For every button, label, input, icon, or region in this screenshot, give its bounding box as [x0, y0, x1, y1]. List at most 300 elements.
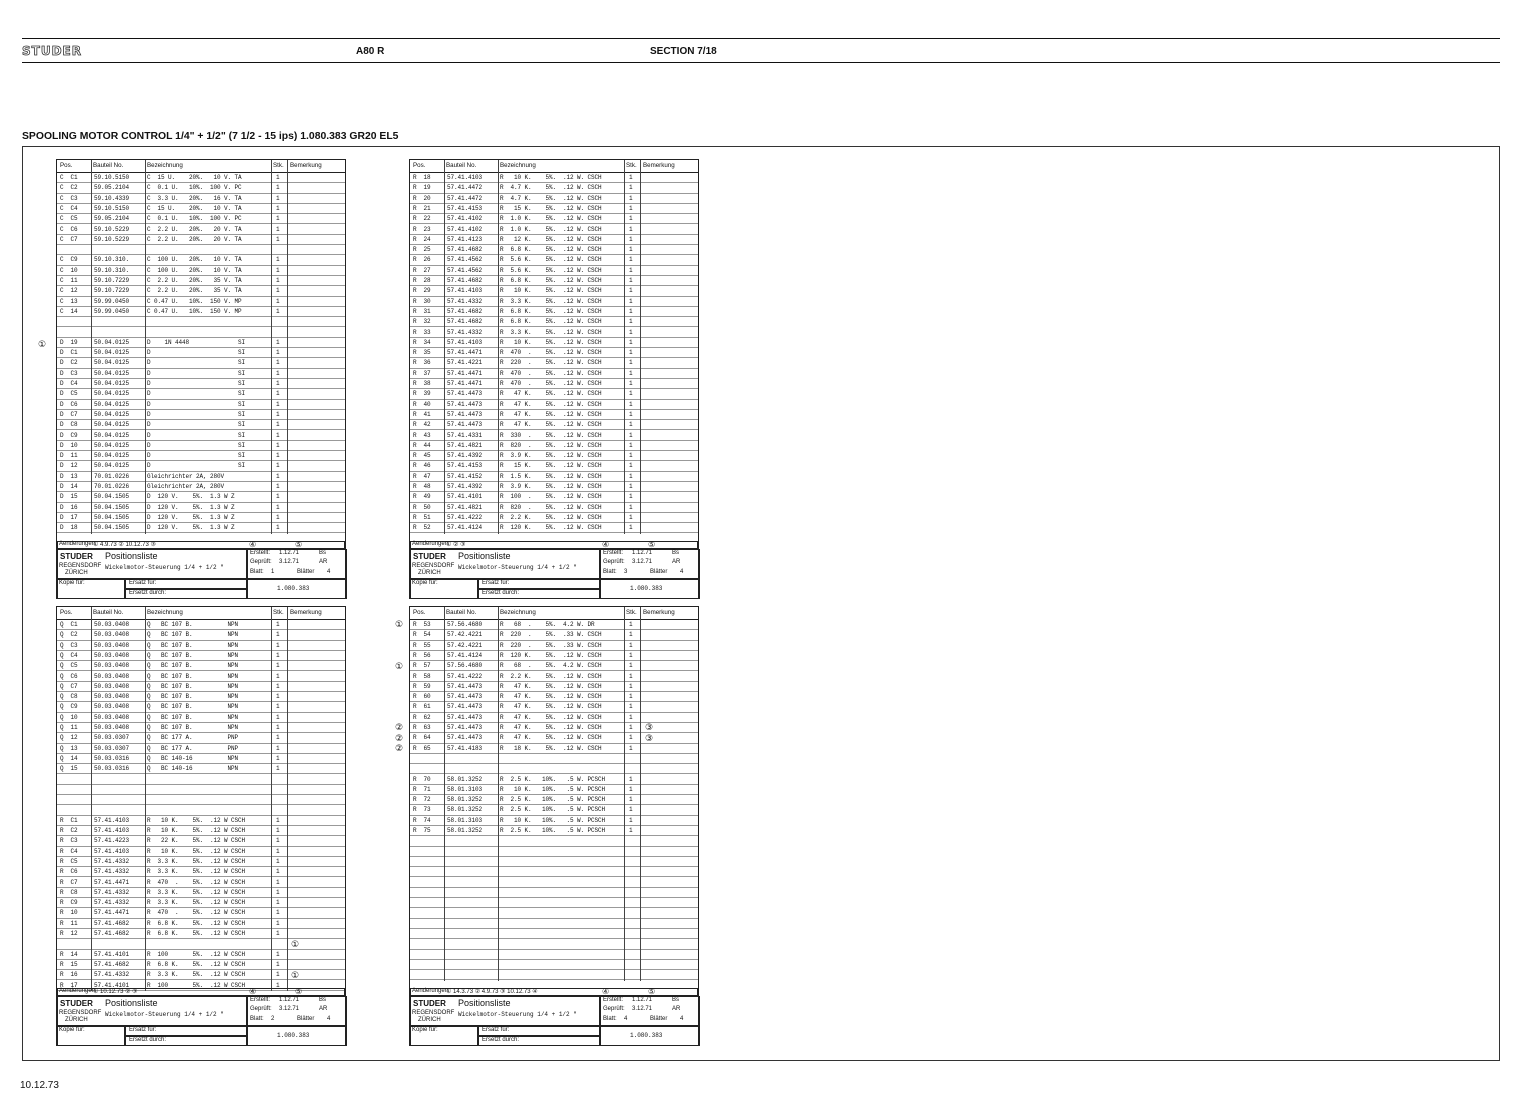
pos-cell: R 61 — [413, 703, 431, 711]
bauteil-cell: 50.04.0125 — [94, 421, 130, 429]
table-row — [57, 482, 345, 492]
table-row — [57, 358, 345, 368]
pos-cell: R C5 — [60, 857, 78, 865]
col-stk: Stk. — [273, 162, 284, 169]
table-row — [410, 358, 698, 368]
erstellt-date: 1.12.71 — [632, 997, 653, 1003]
bauteil-cell: 57.41.4124 — [447, 651, 483, 659]
pos-cell: Q 13 — [60, 744, 78, 752]
table-row — [410, 255, 698, 265]
table-row — [410, 266, 698, 276]
stk-cell: 1 — [629, 359, 633, 367]
table-row — [57, 939, 345, 949]
pos-cell: R 17 — [60, 981, 78, 989]
ersetzt-durch-label: Ersetzt durch: — [482, 590, 520, 596]
stk-cell: 1 — [276, 369, 280, 377]
table-row — [57, 183, 345, 193]
stk-cell: 1 — [276, 472, 280, 480]
stk-cell: 1 — [629, 174, 633, 181]
table-row — [410, 641, 698, 651]
studer-brand: STUDER — [413, 552, 446, 561]
table-row — [57, 461, 345, 471]
erstellt-initials: Bs — [672, 550, 680, 556]
bezeichnung-cell: Q BC 107 B. NPN — [147, 641, 239, 649]
stk-cell: 1 — [629, 672, 633, 680]
blaetter-label: Blätter — [650, 1016, 668, 1022]
pos-cell: R 44 — [413, 441, 431, 449]
bauteil-cell: 57.41.4471 — [447, 369, 483, 377]
pos-cell: R 51 — [413, 513, 431, 521]
table-row — [410, 204, 698, 214]
title-block — [410, 541, 698, 599]
pos-cell: C C1 — [60, 174, 78, 181]
table-row — [410, 672, 698, 682]
table-row — [57, 744, 345, 754]
pos-cell: Q 14 — [60, 754, 78, 762]
bauteil-cell: 57.41.4123 — [447, 235, 483, 243]
bauteil-cell: 57.56.4680 — [447, 621, 483, 628]
bauteil-cell: 50.03.0408 — [94, 724, 130, 731]
ersetzt-durch-label: Ersetzt durch: — [482, 1037, 520, 1043]
bauteil-cell: 50.04.1505 — [94, 524, 130, 532]
table-row — [57, 214, 345, 224]
stk-cell: 1 — [629, 369, 633, 377]
change-5: ⑤ — [648, 540, 656, 549]
table-row — [410, 173, 698, 183]
table-row — [410, 970, 698, 980]
pos-cell: C C9 — [60, 256, 78, 264]
assembly-desc: Wickelmotor-Steuerung 1/4 + 1/2 " — [105, 1011, 224, 1018]
bezeichnung-cell: R 68 . 5%. 4.2 W. DR — [500, 621, 595, 628]
erstellt-date: 1.12.71 — [279, 550, 300, 556]
bezeichnung-cell: Q BC 107 B. NPN — [147, 631, 239, 639]
bezeichnung-cell: R 330 . 5%. .12 W. CSCH — [500, 431, 602, 439]
bauteil-cell: 57.41.4103 — [94, 816, 130, 824]
bezeichnung-cell: R 10 K. 5%. .12 W CSCH — [147, 827, 246, 834]
stk-cell: 1 — [629, 215, 633, 223]
table-row — [410, 194, 698, 204]
stk-cell: 1 — [629, 827, 633, 834]
stk-cell: 1 — [276, 703, 280, 711]
table-row — [410, 908, 698, 918]
bezeichnung-cell: R 6.8 K. 5%. .12 W CSCH — [147, 960, 246, 968]
bezeichnung-cell: R 1.0 K. 5%. .12 W. CSCH — [500, 225, 602, 233]
pos-cell: R 14 — [60, 950, 78, 958]
table-row — [410, 960, 698, 970]
table-row — [410, 225, 698, 235]
stk-cell: 1 — [629, 297, 633, 305]
stk-cell: 1 — [276, 765, 280, 773]
bezeichnung-cell: Q BC 177 A. PNP — [147, 744, 239, 752]
table-row — [410, 713, 698, 723]
geprueft-label: Geprüft: — [250, 1006, 272, 1012]
stk-cell: 1 — [629, 246, 633, 254]
bezeichnung-cell: C 2.2 U. 20%. 35 V. TA — [147, 287, 242, 295]
bauteil-cell: 57.41.4221 — [447, 359, 483, 367]
stk-cell: 1 — [629, 421, 633, 429]
stk-cell: 1 — [629, 724, 633, 731]
bezeichnung-cell: Q BC 107 B. NPN — [147, 621, 239, 628]
studer-brand: STUDER — [60, 999, 93, 1008]
stk-cell: 1 — [276, 857, 280, 865]
bauteil-cell: 57.41.4473 — [447, 713, 483, 721]
kopie-label: Kopie für: — [59, 580, 85, 586]
col-bemerkung: Bemerkung — [290, 162, 322, 169]
table-row — [410, 461, 698, 471]
studer-brand: STUDER — [413, 999, 446, 1008]
stk-cell: 1 — [276, 452, 280, 460]
bezeichnung-cell: R 120 K. 5%. .12 W. CSCH — [500, 524, 602, 532]
bauteil-cell: 50.04.0125 — [94, 410, 130, 418]
bezeichnung-cell: R 100 5%. .12 W CSCH — [147, 981, 246, 989]
table-row — [57, 235, 345, 245]
blatt-label: Blatt: — [603, 1016, 617, 1022]
bezeichnung-cell: R 120 K. 5%. .12 W. CSCH — [500, 651, 602, 659]
document-number: 1.080.383 — [630, 1032, 663, 1039]
stk-cell: 1 — [629, 338, 633, 346]
table-row — [410, 400, 698, 410]
table-row — [57, 348, 345, 358]
bauteil-cell: 50.03.0408 — [94, 713, 130, 721]
bezeichnung-cell: Q BC 107 B. NPN — [147, 651, 239, 659]
bezeichnung-cell: R 6.8 K. 5%. .12 W. CSCH — [500, 318, 602, 326]
table-row — [410, 867, 698, 877]
pos-cell: D 10 — [60, 441, 78, 449]
erstellt-initials: Bs — [319, 550, 327, 556]
stk-cell: 1 — [276, 184, 280, 192]
bezeichnung-cell: D 1N 4448 SI — [147, 338, 246, 346]
erstellt-date: 1.12.71 — [632, 550, 653, 556]
pos-cell: C 10 — [60, 266, 78, 274]
col-bemerkung: Bemerkung — [290, 609, 322, 616]
table-row — [57, 908, 345, 918]
bauteil-cell: 58.01.3252 — [447, 796, 483, 804]
stk-cell: 1 — [276, 400, 280, 408]
city-1: REGENSDORF — [412, 563, 455, 569]
pos-cell: D C8 — [60, 421, 78, 429]
geprueft-date: 3.12.71 — [632, 559, 653, 565]
bauteil-cell: 57.41.4682 — [94, 960, 130, 968]
table-row — [57, 641, 345, 651]
bezeichnung-cell: C 100 U. 20%. 10 V. TA — [147, 266, 242, 274]
table-row — [57, 929, 345, 939]
stk-cell: 1 — [629, 441, 633, 449]
stk-cell: 1 — [629, 400, 633, 408]
bauteil-cell: 57.41.4392 — [447, 452, 483, 460]
stk-cell: 1 — [629, 462, 633, 470]
bezeichnung-cell: R 68 . 5%. 4.2 W. CSCH — [500, 662, 602, 670]
table-row — [57, 194, 345, 204]
table-row — [410, 805, 698, 815]
pos-cell: D C4 — [60, 380, 78, 387]
pos-cell: R 52 — [413, 524, 431, 532]
pos-cell: R C7 — [60, 878, 78, 886]
bezeichnung-cell: Q BC 140-16 NPN — [147, 754, 239, 762]
stk-cell: 1 — [276, 493, 280, 501]
stk-cell: 1 — [629, 287, 633, 295]
bezeichnung-cell: D 120 V. 5%. 1.3 W Z — [147, 493, 235, 501]
bauteil-cell: 57.41.4153 — [447, 462, 483, 470]
assembly-desc: Wickelmotor-Steuerung 1/4 + 1/2 " — [458, 1011, 577, 1018]
stk-cell: 1 — [276, 277, 280, 284]
table-row — [410, 723, 698, 733]
ersetzt-durch-label: Ersetzt durch: — [129, 1037, 167, 1043]
bauteil-cell: 57.41.4103 — [94, 827, 130, 834]
bauteil-cell: 50.04.0125 — [94, 338, 130, 346]
pos-cell: R 43 — [413, 431, 431, 439]
ersetzt-durch-label: Ersetzt durch: — [129, 590, 167, 596]
document-number: 1.080.383 — [277, 1032, 310, 1039]
stk-cell: 1 — [276, 287, 280, 295]
table-row — [410, 276, 698, 286]
blatt-number: 3 — [624, 569, 628, 575]
stk-cell: 1 — [276, 754, 280, 762]
pos-cell: C C5 — [60, 215, 78, 223]
col-pos: Pos. — [60, 162, 73, 169]
stk-cell: 1 — [629, 483, 633, 490]
pos-cell: R 11 — [60, 919, 78, 927]
bezeichnung-cell: Gleichrichter 2A, 280V — [147, 483, 225, 490]
pos-cell: R 55 — [413, 641, 431, 649]
table-row — [57, 816, 345, 826]
table-row — [57, 692, 345, 702]
pos-cell: Q C8 — [60, 693, 78, 701]
bezeichnung-cell: R 220 . 5%. .33 W. CSCH — [500, 631, 602, 639]
table-row — [410, 651, 698, 661]
stk-cell: 1 — [629, 713, 633, 721]
pos-cell: R 73 — [413, 806, 431, 814]
pos-cell: Q C2 — [60, 631, 78, 639]
bauteil-cell: 57.41.4473 — [447, 682, 483, 690]
stk-cell: 1 — [276, 431, 280, 439]
stk-cell: 1 — [629, 503, 633, 511]
pos-cell: R 75 — [413, 827, 431, 834]
bauteil-cell: 50.04.1505 — [94, 493, 130, 501]
bauteil-cell: 57.41.4102 — [447, 215, 483, 223]
bezeichnung-cell: D SI — [147, 369, 246, 377]
table-row — [57, 805, 345, 815]
bezeichnung-cell: R 6.8 K. 5%. .12 W CSCH — [147, 919, 246, 927]
table-row — [57, 672, 345, 682]
table-row — [410, 307, 698, 317]
stk-cell: 1 — [276, 662, 280, 670]
stk-cell: 1 — [276, 672, 280, 680]
pos-cell: R 23 — [413, 225, 431, 233]
remark-mark: ③ — [645, 734, 654, 744]
bezeichnung-cell: R 47 K. 5%. .12 W. CSCH — [500, 734, 602, 742]
column-rule — [287, 160, 288, 534]
aenderungen-label: Aenderungen — [59, 541, 96, 547]
stk-cell: 1 — [629, 493, 633, 501]
table-row — [410, 702, 698, 712]
bezeichnung-cell: R 47 K. 5%. .12 W. CSCH — [500, 693, 602, 701]
bezeichnung-cell: D SI — [147, 421, 246, 429]
stk-cell: 1 — [276, 307, 280, 315]
bauteil-cell: 57.41.4103 — [447, 338, 483, 346]
bauteil-cell: 70.01.0226 — [94, 483, 130, 490]
bezeichnung-cell: R 3.9 K. 5%. .12 W. CSCH — [500, 452, 602, 460]
stk-cell: 1 — [629, 380, 633, 387]
table-row — [410, 369, 698, 379]
column-rule — [624, 607, 625, 981]
bezeichnung-cell: Q BC 107 B. NPN — [147, 662, 239, 670]
bezeichnung-cell: D 120 V. 5%. 1.3 W Z — [147, 513, 235, 521]
table-header — [57, 160, 345, 173]
pos-cell: R 31 — [413, 307, 431, 315]
stk-cell: 1 — [276, 868, 280, 876]
stk-cell: 1 — [276, 225, 280, 233]
bauteil-cell: 59.10.5229 — [94, 225, 130, 233]
table-row — [57, 878, 345, 888]
stk-cell: 1 — [629, 703, 633, 711]
table-row — [410, 183, 698, 193]
bezeichnung-cell: R 1.5 K. 5%. .12 W. CSCH — [500, 472, 602, 480]
table-row — [57, 410, 345, 420]
table-header — [410, 160, 698, 173]
table-header — [410, 607, 698, 620]
pos-cell: R 34 — [413, 338, 431, 346]
bezeichnung-cell: R 6.8 K. 5%. .12 W CSCH — [147, 930, 246, 937]
bauteil-cell: 59.10.7229 — [94, 287, 130, 295]
pos-cell: R 37 — [413, 369, 431, 377]
table-row — [57, 867, 345, 877]
blatt-label: Blatt: — [250, 1016, 264, 1022]
bauteil-cell: 50.03.0408 — [94, 703, 130, 711]
bauteil-cell: 57.41.4101 — [94, 981, 130, 989]
pos-cell: R 25 — [413, 246, 431, 254]
bezeichnung-cell: R 4.7 K. 5%. .12 W. CSCH — [500, 184, 602, 192]
bezeichnung-cell: C 0.47 U. 10%. 150 V. MP — [147, 297, 242, 305]
parts-sheet-3 — [409, 159, 699, 599]
bauteil-cell: 59.05.2104 — [94, 215, 130, 223]
section-label: SECTION 7/18 — [650, 46, 717, 57]
table-row — [57, 919, 345, 929]
pos-cell: C 12 — [60, 287, 78, 295]
bauteil-cell: 57.41.4562 — [447, 266, 483, 274]
stk-cell: 1 — [629, 682, 633, 690]
pos-cell: R 70 — [413, 775, 431, 783]
bezeichnung-cell: C 3.3 U. 20%. 16 V. TA — [147, 194, 242, 202]
table-header — [57, 607, 345, 620]
col-stk: Stk. — [273, 609, 284, 616]
table-row — [57, 472, 345, 482]
blatt-label: Blatt: — [603, 569, 617, 575]
table-row — [57, 369, 345, 379]
bezeichnung-cell: Q BC 107 B. NPN — [147, 693, 239, 701]
page-date: 10.12.73 — [20, 1080, 59, 1091]
table-row — [57, 775, 345, 785]
change-5: ⑤ — [295, 540, 303, 549]
aenderungen-label: Aenderungen — [412, 988, 449, 994]
pos-cell: Q C6 — [60, 672, 78, 680]
bauteil-cell: 57.41.4682 — [447, 246, 483, 254]
bauteil-cell: 50.04.0125 — [94, 369, 130, 377]
table-row — [410, 754, 698, 764]
bauteil-cell: 50.04.1505 — [94, 513, 130, 521]
bauteil-cell: 57.41.4821 — [447, 441, 483, 449]
table-row — [57, 898, 345, 908]
stk-cell: 1 — [276, 410, 280, 418]
bauteil-cell: 50.04.0125 — [94, 390, 130, 398]
change-list: ① 10.12.73 ② ③ — [93, 989, 138, 995]
bezeichnung-cell: Q BC 107 B. NPN — [147, 682, 239, 690]
bauteil-cell: 57.41.4223 — [94, 837, 130, 845]
table-row — [410, 878, 698, 888]
bezeichnung-cell: R 2.5 K. 10%. .5 W. PCSCH — [500, 827, 606, 834]
pos-cell: R 19 — [413, 184, 431, 192]
bezeichnung-cell: Q BC 140-16 NPN — [147, 765, 239, 773]
table-row — [57, 723, 345, 733]
geprueft-date: 3.12.71 — [279, 559, 300, 565]
bezeichnung-cell: R 470 . 5%. .12 W. CSCH — [500, 349, 602, 357]
column-rule — [271, 607, 272, 991]
bezeichnung-cell: R 47 K. 5%. .12 W. CSCH — [500, 421, 602, 429]
table-row — [410, 214, 698, 224]
bezeichnung-cell: R 3.9 K. 5%. .12 W. CSCH — [500, 483, 602, 490]
bauteil-cell: 50.04.0125 — [94, 359, 130, 367]
margin-mark: ② — [395, 723, 404, 733]
bauteil-cell: 59.99.0450 — [94, 307, 130, 315]
table-row — [57, 297, 345, 307]
col-pos: Pos. — [413, 609, 426, 616]
bezeichnung-cell: Q BC 107 B. NPN — [147, 672, 239, 680]
stk-cell: 1 — [276, 359, 280, 367]
column-rule — [145, 607, 146, 991]
stk-cell: 1 — [276, 256, 280, 264]
bezeichnung-cell: R 1.0 K. 5%. .12 W. CSCH — [500, 215, 602, 223]
stk-cell: 1 — [629, 410, 633, 418]
pos-cell: D 12 — [60, 462, 78, 470]
pos-cell: Q C3 — [60, 641, 78, 649]
bauteil-cell: 57.41.4124 — [447, 524, 483, 532]
bezeichnung-cell: R 10 K. 5%. .12 W. CSCH — [500, 174, 602, 181]
stk-cell: 1 — [276, 174, 280, 181]
stk-cell: 1 — [276, 651, 280, 659]
pos-cell: R 72 — [413, 796, 431, 804]
bauteil-cell: 50.03.0316 — [94, 754, 130, 762]
stk-cell: 1 — [276, 960, 280, 968]
column-rule — [271, 160, 272, 534]
bauteil-cell: 57.41.4102 — [447, 225, 483, 233]
pos-cell: R 62 — [413, 713, 431, 721]
change-5: ⑤ — [648, 987, 656, 996]
table-row — [410, 235, 698, 245]
table-row — [57, 286, 345, 296]
bezeichnung-cell: R 47 K. 5%. .12 W. CSCH — [500, 390, 602, 398]
city-2: ZÜRICH — [65, 570, 88, 576]
bauteil-cell: 50.04.0125 — [94, 441, 130, 449]
bauteil-cell: 57.41.4471 — [447, 349, 483, 357]
ersatz-fuer-label: Ersatz für: — [482, 1027, 510, 1033]
pos-cell: R C3 — [60, 837, 78, 845]
pos-cell: R 28 — [413, 277, 431, 284]
blaetter-label: Blätter — [650, 569, 668, 575]
bauteil-cell: 57.41.4471 — [94, 909, 130, 917]
table-row — [57, 431, 345, 441]
stk-cell: 1 — [276, 816, 280, 824]
bauteil-cell: 57.41.4473 — [447, 390, 483, 398]
bezeichnung-cell: Q BC 177 A. PNP — [147, 734, 239, 742]
column-rule — [498, 160, 499, 534]
bezeichnung-cell: D SI — [147, 462, 246, 470]
table-row — [57, 266, 345, 276]
pos-cell: Q C9 — [60, 703, 78, 711]
bauteil-cell: 57.42.4221 — [447, 631, 483, 639]
bezeichnung-cell: R 47 K. 5%. .12 W. CSCH — [500, 703, 602, 711]
pos-cell: C 14 — [60, 307, 78, 315]
stk-cell: 1 — [629, 693, 633, 701]
pos-cell: R 45 — [413, 452, 431, 460]
